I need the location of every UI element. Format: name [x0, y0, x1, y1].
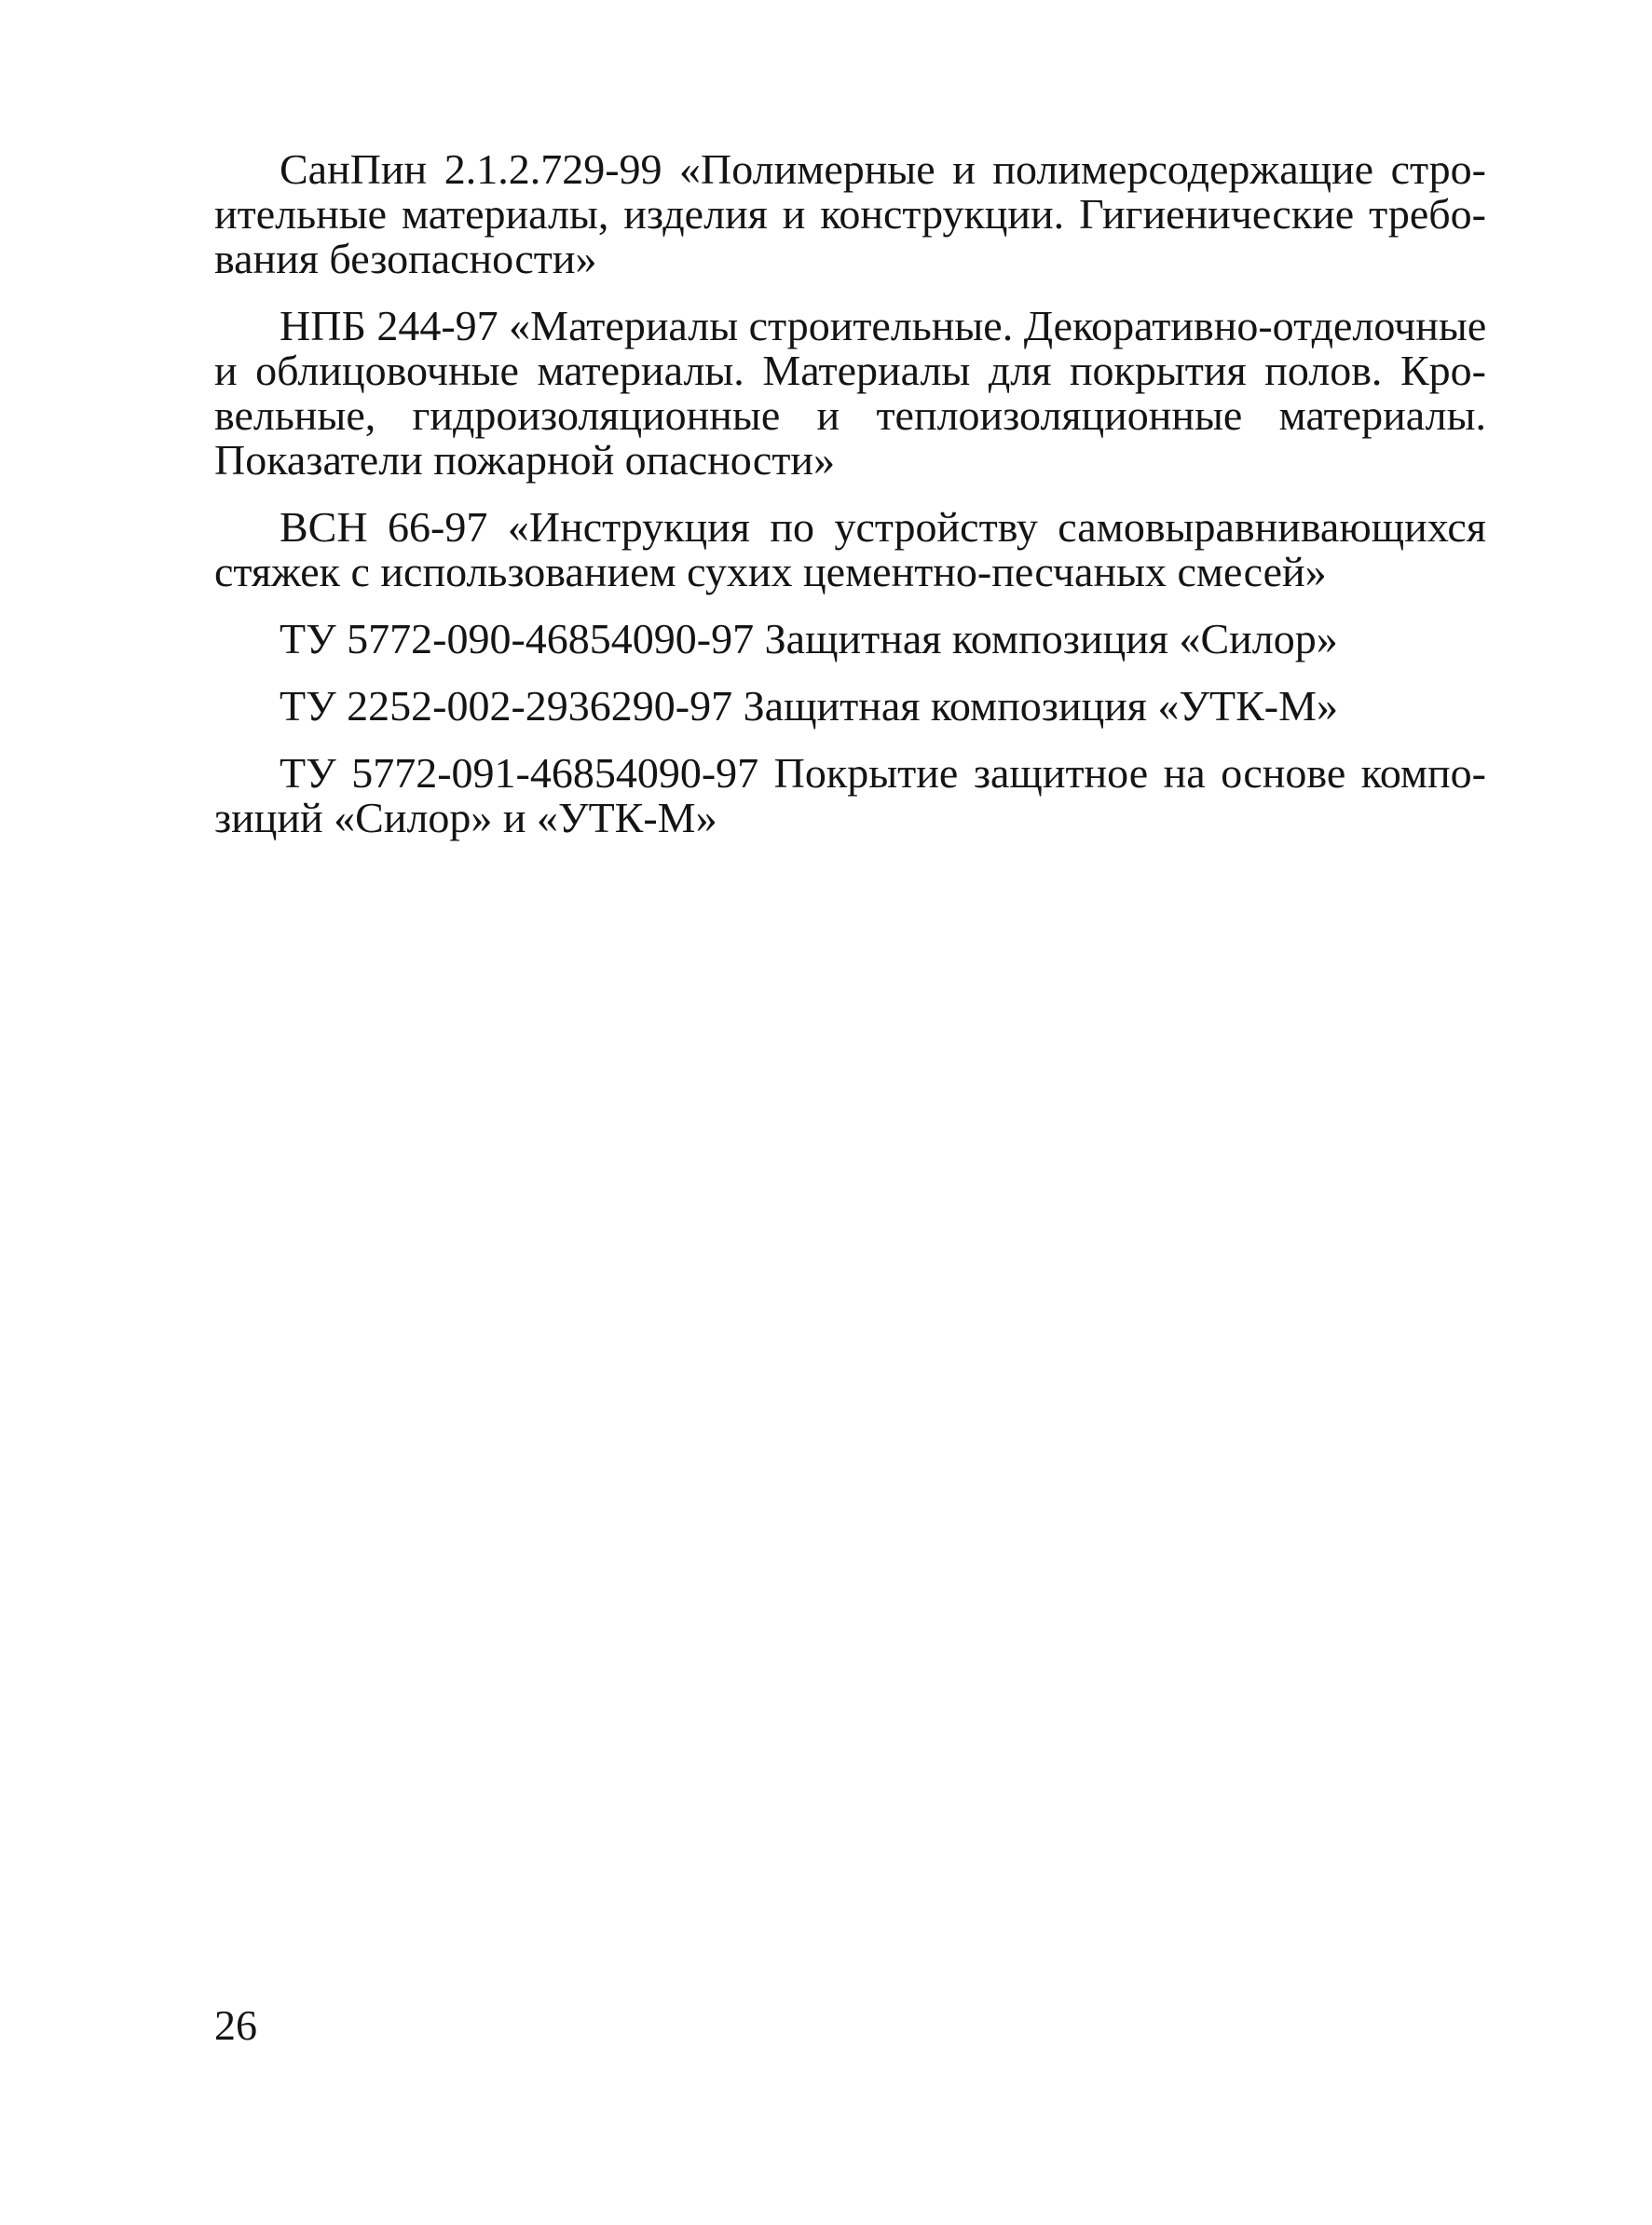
text-line: ТУ 5772-090-46854090-97 Защитная композиция «Силор»: [280, 615, 1338, 662]
reference-sanpin: [214, 147, 1486, 281]
text-line: зиций «Силор» и «УТК-М»: [214, 794, 717, 841]
text-line: Показатели пожарной опасности»: [214, 436, 836, 484]
text-line: ТУ 5772-091-46854090-97 Покрытие защитное на основе компо-: [280, 749, 1486, 797]
text-line: ительные материалы, изделия и конструкции. Гигиенические требо-: [214, 190, 1486, 238]
reference-tu-coating: [214, 751, 1486, 840]
page-number: 26: [214, 2001, 257, 2049]
reference-tu-silor: [214, 617, 1486, 662]
text-line: и облицовочные материалы. Материалы для покрытия полов. Кро-: [214, 347, 1486, 394]
references-list: [214, 147, 1486, 863]
reference-npb: [214, 304, 1486, 483]
text-line: вельные, гидроизоляционные и теплоизоляционные материалы.: [214, 391, 1486, 439]
text-line: стяжек с использованием сухих цементно-песчаных смесей»: [214, 548, 1327, 595]
text-line: СанПин 2.1.2.729-99 «Полимерные и полимерсодержащие стро-: [280, 145, 1486, 193]
text-line: ТУ 2252-002-2936290-97 Защитная композиция «УТК-М»: [280, 682, 1339, 730]
reference-tu-utk: [214, 684, 1486, 729]
text-line: вания безопасности»: [214, 235, 597, 282]
text-line: ВСН 66-97 «Инструкция по устройству самовыравнивающихся: [280, 503, 1486, 551]
reference-vsn: [214, 505, 1486, 594]
text-line: НПБ 244-97 «Материалы строительные. Декоративно-отделочные: [280, 302, 1487, 349]
